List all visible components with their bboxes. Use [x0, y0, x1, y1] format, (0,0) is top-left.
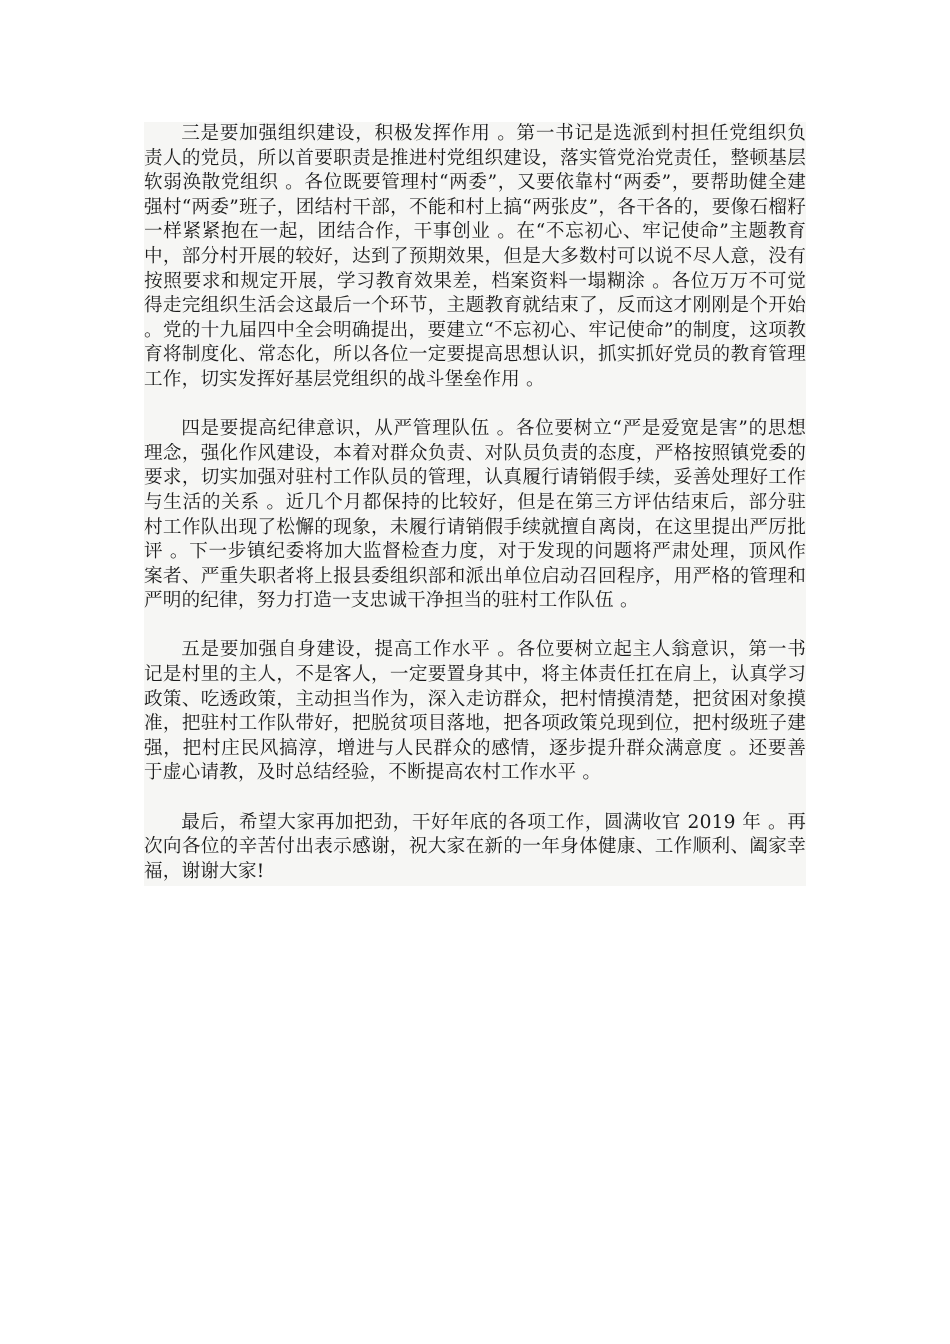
- paragraph-self-building: 五是要加强自身建设，提高工作水平 。各位要树立起主人翁意识，第一书记是村里的主人，不是客人，一定要置身其中，将主体责任扛在肩上，认真学习政策、吃透政策，主动担当作为，深入走访群众，把村情摸清楚，把贫困对象摸准，把驻村工作队带好，把脱贫项目落地，把各项政策兑现到位，把村级班子建强，把村庄民风搞淳，增进与人民群众的感情，逐步提升群众满意度 。还要善于虚心请教，及时总结经验，不断提高农村工作水平 。: [144, 639, 806, 784]
- paragraph-organization: 三是要加强组织建设，积极发挥作用 。第一书记是选派到村担任党组织负责人的党员，所以首要职责是推进村党组织建设，落实管党治党责任，整顿基层软弱涣散党组织 。各位既要管理村“两委”，又要依靠村“两委”，要帮助健全建强村“两委”班子，团结村干部，不能和村上搞“两张皮”，各干各的，要像石榴籽一样紧紧抱在一起，团结合作，干事创业 。在“不忘初心、牢记使命”主题教育中，部分村开展的较好，达到了预期效果，但是大多数村可以说不尽人意，没有按照要求和规定开展，学习教育效果差，档案资料一塌糊涂 。各位万万不可觉得走完组织生活会这最后一个环节，主题教育就结束了，反而这才刚刚是个开始 。党的十九届四中全会明确提出，要建立“不忘初心、牢记使命”的制度，这项教育将制度化、常态化，所以各位一定要提高思想认识，抓实抓好党员的教育管理工作，切实发挥好基层党组织的战斗堡垒作用 。: [144, 123, 806, 390]
- paragraph-closing: 最后，希望大家再加把劲，干好年底的各项工作，圆满收官 2019 年 。再次向各位的辛苦付出表示感谢，祝大家在新的一年身体健康、工作顺利、阖家幸福，谢谢大家!: [144, 811, 806, 882]
- paragraph-discipline: 四是要提高纪律意识，从严管理队伍 。各位要树立“严是爱宽是害”的思想理念，强化作风建设，本着对群众负责、对队员负责的态度，严格按照镇党委的要求，切实加强对驻村工作队员的管理，认真履行请销假手续，妥善处理好工作与生活的关系 。近几个月都保持的比较好，但是在第三方评估结束后，部分驻村工作队出现了松懈的现象，未履行请销假手续就擅自离岗，在这里提出严厉批评 。下一步镇纪委将加大监督检查力度，对于发现的问题将严肃处理，顶风作案者、严重失职者将上报县委组织部和派出单位启动召回程序，用严格的管理和严明的纪律，努力打造一支忠诚干净担当的驻村工作队伍 。: [144, 418, 806, 612]
- document-body: [144, 122, 806, 886]
